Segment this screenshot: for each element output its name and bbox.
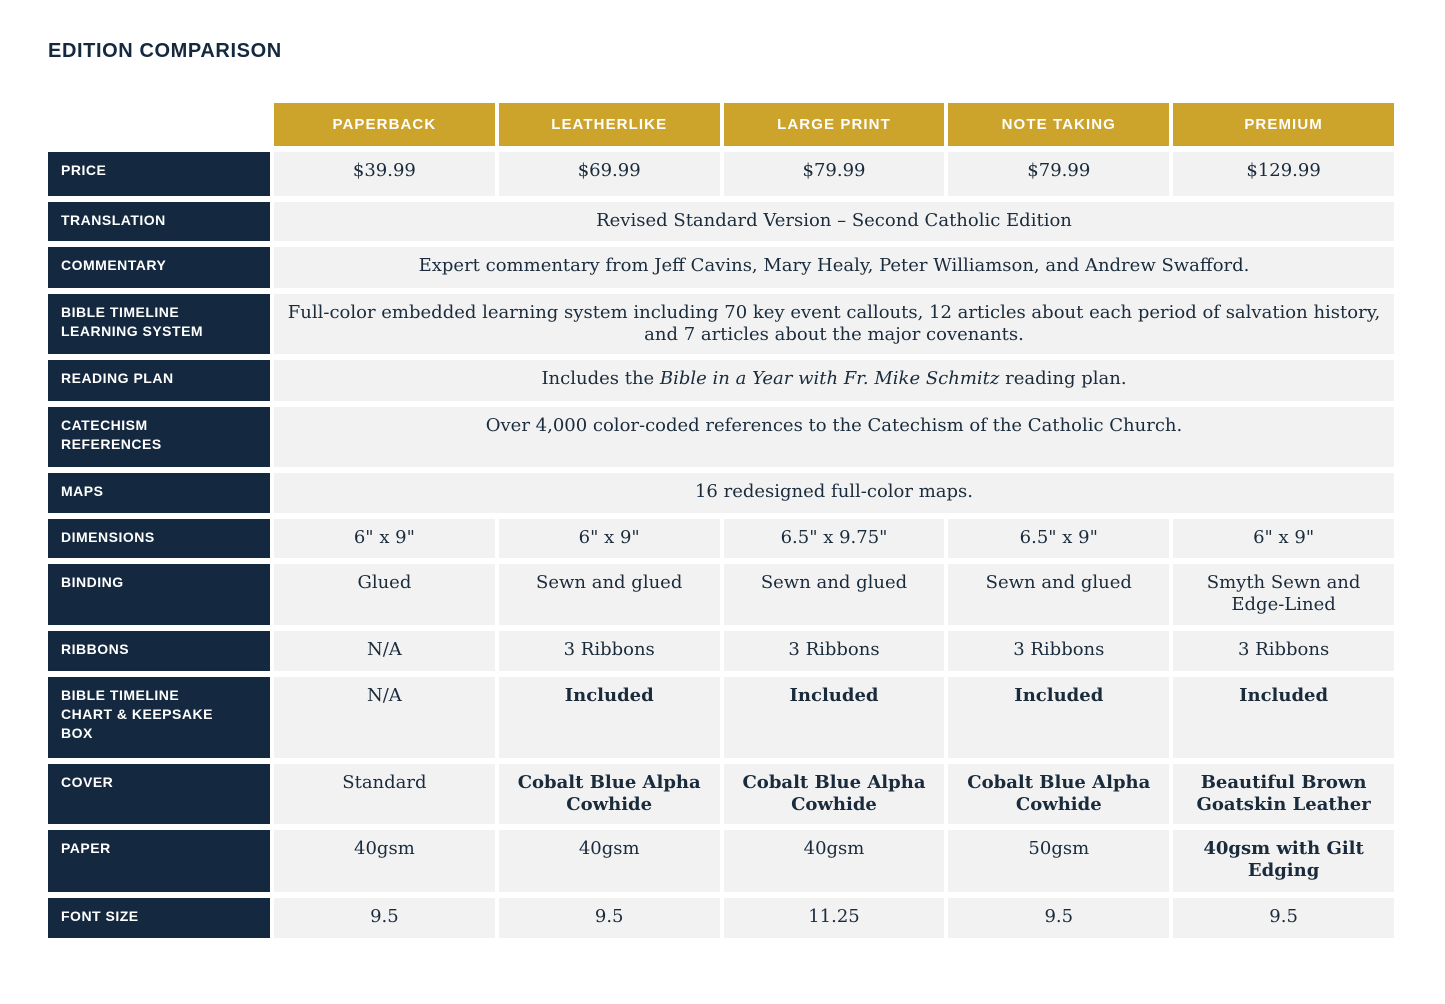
row-label-cover: COVER bbox=[48, 764, 270, 824]
cell-ribbons-premium: 3 Ribbons bbox=[1173, 631, 1394, 671]
reading-plan-text: Includes the Bible in a Year with Fr. Mike Schmitz reading plan. bbox=[541, 368, 1127, 389]
cell-cover-large-print: Cobalt Blue Alpha Cowhide bbox=[724, 764, 945, 824]
cell-cover-leatherlike: Cobalt Blue Alpha Cowhide bbox=[499, 764, 720, 824]
row-label-catechism-references: CATECHISM REFERENCES bbox=[48, 407, 270, 467]
cell-price-premium: $129.99 bbox=[1173, 152, 1394, 196]
reading-plan-italic-title: Bible in a Year with Fr. Mike Schmitz bbox=[659, 368, 1000, 389]
cell-chart-box-paperback: N/A bbox=[274, 677, 495, 758]
col-header-premium: PREMIUM bbox=[1173, 103, 1394, 146]
cell-font-size-paperback: 9.5 bbox=[274, 898, 495, 938]
cell-cover-paperback: Standard bbox=[274, 764, 495, 824]
cell-ribbons-note-taking: 3 Ribbons bbox=[948, 631, 1169, 671]
row-label-commentary: COMMENTARY bbox=[48, 247, 270, 288]
row-label-paper: PAPER bbox=[48, 830, 270, 892]
cell-translation: Revised Standard Version – Second Catholic Edition bbox=[274, 202, 1394, 241]
row-label-chart-keepsake-box: BIBLE TIMELINE CHART & KEEPSAKE BOX bbox=[48, 677, 270, 758]
cell-font-size-large-print: 11.25 bbox=[724, 898, 945, 938]
cell-dimensions-premium: 6" x 9" bbox=[1173, 519, 1394, 558]
row-label-maps: MAPS bbox=[48, 473, 270, 513]
cell-price-leatherlike: $69.99 bbox=[499, 152, 720, 196]
col-header-paperback: PAPERBACK bbox=[274, 103, 495, 146]
cell-dimensions-paperback: 6" x 9" bbox=[274, 519, 495, 558]
cell-dimensions-leatherlike: 6" x 9" bbox=[499, 519, 720, 558]
cell-binding-large-print: Sewn and glued bbox=[724, 564, 945, 625]
row-label-timeline-system: BIBLE TIMELINE LEARNING SYSTEM bbox=[48, 294, 270, 354]
row-label-binding: BINDING bbox=[48, 564, 270, 625]
cell-binding-note-taking: Sewn and glued bbox=[948, 564, 1169, 625]
row-label-price: PRICE bbox=[48, 152, 270, 196]
cell-dimensions-large-print: 6.5" x 9.75" bbox=[724, 519, 945, 558]
cell-commentary: Expert commentary from Jeff Cavins, Mary Healy, Peter Williamson, and Andrew Swafford. bbox=[274, 247, 1394, 288]
edition-comparison-page bbox=[48, 40, 1394, 938]
cell-dimensions-note-taking: 6.5" x 9" bbox=[948, 519, 1169, 558]
page-title: EDITION COMPARISON bbox=[48, 40, 282, 62]
col-header-note-taking: NOTE TAKING bbox=[948, 103, 1169, 146]
cell-reading-plan bbox=[274, 360, 1394, 401]
cell-ribbons-large-print: 3 Ribbons bbox=[724, 631, 945, 671]
cell-font-size-premium: 9.5 bbox=[1173, 898, 1394, 938]
cell-maps: 16 redesigned full-color maps. bbox=[274, 473, 1394, 513]
row-label-translation: TRANSLATION bbox=[48, 202, 270, 241]
row-label-reading-plan: READING PLAN bbox=[48, 360, 270, 401]
cell-price-note-taking: $79.99 bbox=[948, 152, 1169, 196]
cell-paper-large-print: 40gsm bbox=[724, 830, 945, 892]
cell-catechism-references: Over 4,000 color-coded references to the Catechism of the Catholic Church. bbox=[274, 407, 1394, 467]
cell-binding-paperback: Glued bbox=[274, 564, 495, 625]
table-corner-spacer bbox=[48, 103, 270, 146]
cell-price-large-print: $79.99 bbox=[724, 152, 945, 196]
cell-chart-box-premium: Included bbox=[1173, 677, 1394, 758]
cell-ribbons-leatherlike: 3 Ribbons bbox=[499, 631, 720, 671]
cell-binding-premium: Smyth Sewn and Edge-Lined bbox=[1173, 564, 1394, 625]
col-header-leatherlike: LEATHERLIKE bbox=[499, 103, 720, 146]
cell-price-paperback: $39.99 bbox=[274, 152, 495, 196]
row-label-font-size: FONT SIZE bbox=[48, 898, 270, 938]
row-label-ribbons: RIBBONS bbox=[48, 631, 270, 671]
col-header-large-print: LARGE PRINT bbox=[724, 103, 945, 146]
comparison-table bbox=[48, 103, 1394, 938]
cell-paper-note-taking: 50gsm bbox=[948, 830, 1169, 892]
cell-paper-premium: 40gsm with Gilt Edging bbox=[1173, 830, 1394, 892]
cell-paper-leatherlike: 40gsm bbox=[499, 830, 720, 892]
cell-font-size-note-taking: 9.5 bbox=[948, 898, 1169, 938]
cell-cover-premium: Beautiful Brown Goatskin Leather bbox=[1173, 764, 1394, 824]
cell-cover-note-taking: Cobalt Blue Alpha Cowhide bbox=[948, 764, 1169, 824]
cell-chart-box-large-print: Included bbox=[724, 677, 945, 758]
cell-binding-leatherlike: Sewn and glued bbox=[499, 564, 720, 625]
cell-paper-paperback: 40gsm bbox=[274, 830, 495, 892]
cell-timeline-system: Full-color embedded learning system including 70 key event callouts, 12 articles about each period of salvation history, and 7 articles about the major covenants. bbox=[274, 294, 1394, 354]
cell-chart-box-leatherlike: Included bbox=[499, 677, 720, 758]
cell-ribbons-paperback: N/A bbox=[274, 631, 495, 671]
cell-font-size-leatherlike: 9.5 bbox=[499, 898, 720, 938]
row-label-dimensions: DIMENSIONS bbox=[48, 519, 270, 558]
cell-chart-box-note-taking: Included bbox=[948, 677, 1169, 758]
